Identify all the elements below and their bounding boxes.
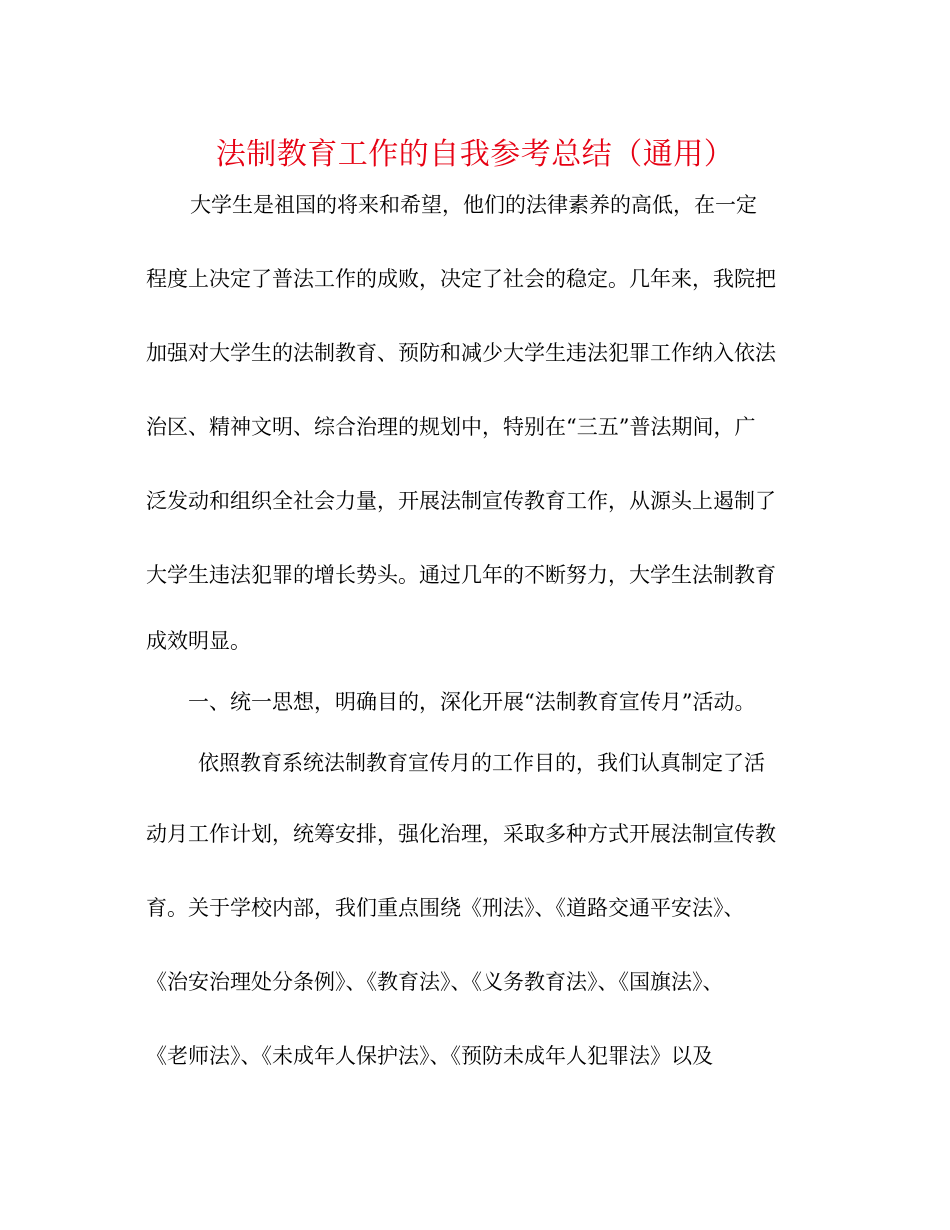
paragraph-line: 《老师法》、《未成年人保护法》、《预防未成年人犯罪法》以及 xyxy=(146,1044,713,1068)
paragraph-line: 育。关于学校内部，我们重点围绕《刑法》、《道路交通平安法》、 xyxy=(146,896,745,920)
paragraph-line: 加强对大学生的法制教育、预防和减少大学生违法犯罪工作纳入依法 xyxy=(146,341,776,365)
paragraph-line: 程度上决定了普法工作的成败，决定了社会的稳定。几年来，我院把 xyxy=(146,267,776,291)
paragraph-line: 治区、精神文明、综合治理的规划中，特别在“三五”普法期间，广 xyxy=(146,415,756,439)
paragraph-line: 依照教育系统法制教育宣传月的工作目的，我们认真制定了活 xyxy=(198,751,765,775)
paragraph-line: 泛发动和组织全社会力量，开展法制宣传教育工作，从源头上遏制了 xyxy=(146,489,776,513)
paragraph-line: 大学生违法犯罪的增长势头。通过几年的不断努力，大学生法制教育 xyxy=(146,563,776,587)
paragraph-line: 成效明显。 xyxy=(146,629,251,653)
paragraph-line: 动月工作计划，统筹安排，强化治理，采取多种方式开展法制宣传教 xyxy=(146,822,776,846)
section-heading: 一、统一思想，明确目的，深化开展“法制教育宣传月”活动。 xyxy=(188,690,756,714)
document-title: 法制教育工作的自我参考总结（通用） xyxy=(215,137,735,172)
paragraph-line: 《治安治理处分条例》、《教育法》、《义务教育法》、《国旗法》、 xyxy=(146,970,724,994)
paragraph-line: 大学生是祖国的将来和希望，他们的法律素养的高低，在一定 xyxy=(190,193,757,217)
